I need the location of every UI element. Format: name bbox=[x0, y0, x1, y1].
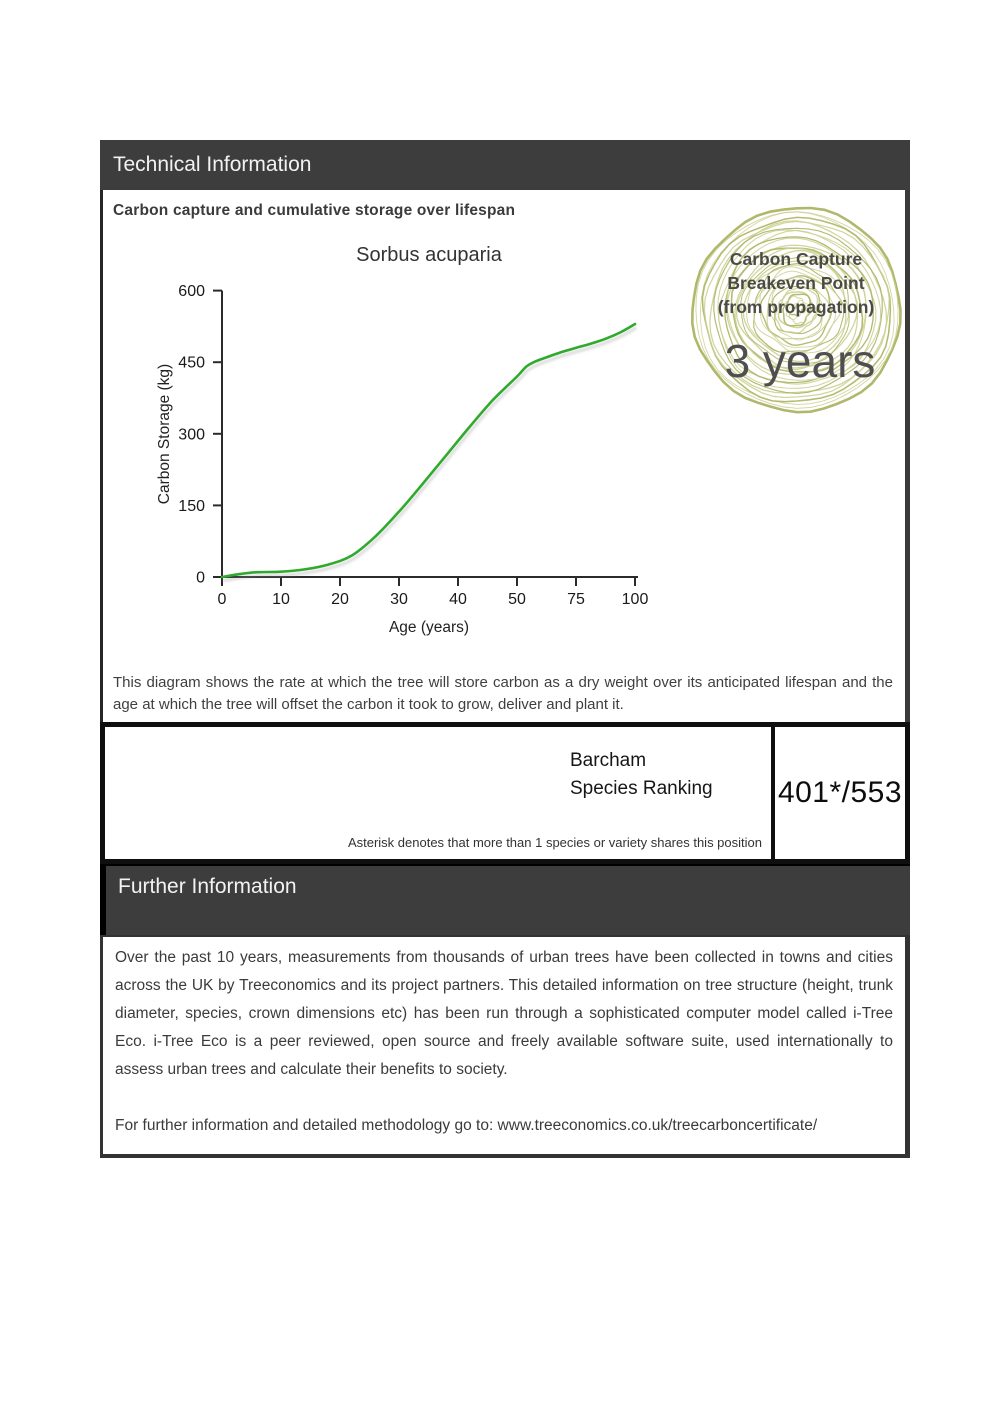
svg-text:75: 75 bbox=[567, 591, 585, 608]
svg-text:50: 50 bbox=[508, 591, 526, 608]
further-information-body bbox=[100, 935, 910, 1158]
chart-title: Sorbus acuparia bbox=[356, 244, 502, 266]
further-information-title: Further Information bbox=[118, 875, 297, 898]
svg-text:0: 0 bbox=[217, 591, 227, 608]
ranking-asterisk-note: Asterisk denotes that more than 1 species or variety shares this position bbox=[347, 835, 762, 850]
paragraph-spacer bbox=[115, 1084, 893, 1112]
svg-text:600: 600 bbox=[178, 283, 205, 301]
further-information-header bbox=[100, 864, 910, 935]
chart-description: This diagram shows the rate at which the tree will store carbon as a dry weight over its anticipated lifespan and the age at which the tree will offset the carbon it took to grow, deliver and plant it. bbox=[113, 674, 893, 713]
technical-panel bbox=[100, 190, 910, 722]
badge-title-line1: Carbon Capture bbox=[729, 249, 863, 269]
svg-text:30: 30 bbox=[390, 591, 408, 608]
species-ranking-box bbox=[100, 722, 910, 864]
carbon-storage-chart bbox=[123, 230, 683, 650]
ranking-org: Barcham bbox=[570, 750, 647, 771]
ranking-value-cell bbox=[775, 727, 905, 859]
svg-text:450: 450 bbox=[178, 354, 205, 372]
svg-text:150: 150 bbox=[178, 497, 205, 515]
badge-breakeven-value: 3 years bbox=[724, 335, 876, 387]
species-ranking-label-block bbox=[570, 747, 713, 803]
technical-information-title: Technical Information bbox=[113, 153, 312, 176]
badge-title-line2: Breakeven Point bbox=[727, 273, 865, 293]
further-paragraph-1: Over the past 10 years, measurements from thousands of urban trees have been collected in towns and cities across the UK by Treeconomics and its project partners. This detailed information on tree structure (height, trunk diameter, species, crown dimensions etc) has been run through a sophisticated computer model called i-Tree Eco. i-Tree Eco is a peer reviewed, open source and freely available software suite, used internationally to assess urban trees and calculate their benefits to society. bbox=[115, 949, 893, 1078]
ranking-value: 401*/553 bbox=[777, 776, 903, 809]
further-paragraph-2: For further information and detailed methodology go to: www.treeconomics.co.uk/treecarboncertificate/ bbox=[115, 1117, 818, 1134]
species-ranking-left-cell bbox=[105, 727, 775, 859]
chart-x-axis-label: Age (years) bbox=[388, 619, 470, 636]
svg-text:300: 300 bbox=[178, 426, 205, 444]
technical-information-header bbox=[100, 140, 910, 190]
svg-text:40: 40 bbox=[449, 591, 467, 608]
svg-text:0: 0 bbox=[196, 569, 205, 587]
ranking-label: Species Ranking bbox=[570, 778, 713, 799]
chart-section-heading: Carbon capture and cumulative storage over lifespan bbox=[113, 202, 516, 219]
svg-text:20: 20 bbox=[331, 591, 349, 608]
svg-text:10: 10 bbox=[272, 591, 290, 608]
badge-title-line3: (from propagation) bbox=[717, 297, 875, 317]
chart-y-axis-label: Carbon Storage (kg) bbox=[156, 363, 173, 505]
tree-rings-icon bbox=[684, 199, 910, 425]
svg-text:100: 100 bbox=[621, 591, 649, 608]
